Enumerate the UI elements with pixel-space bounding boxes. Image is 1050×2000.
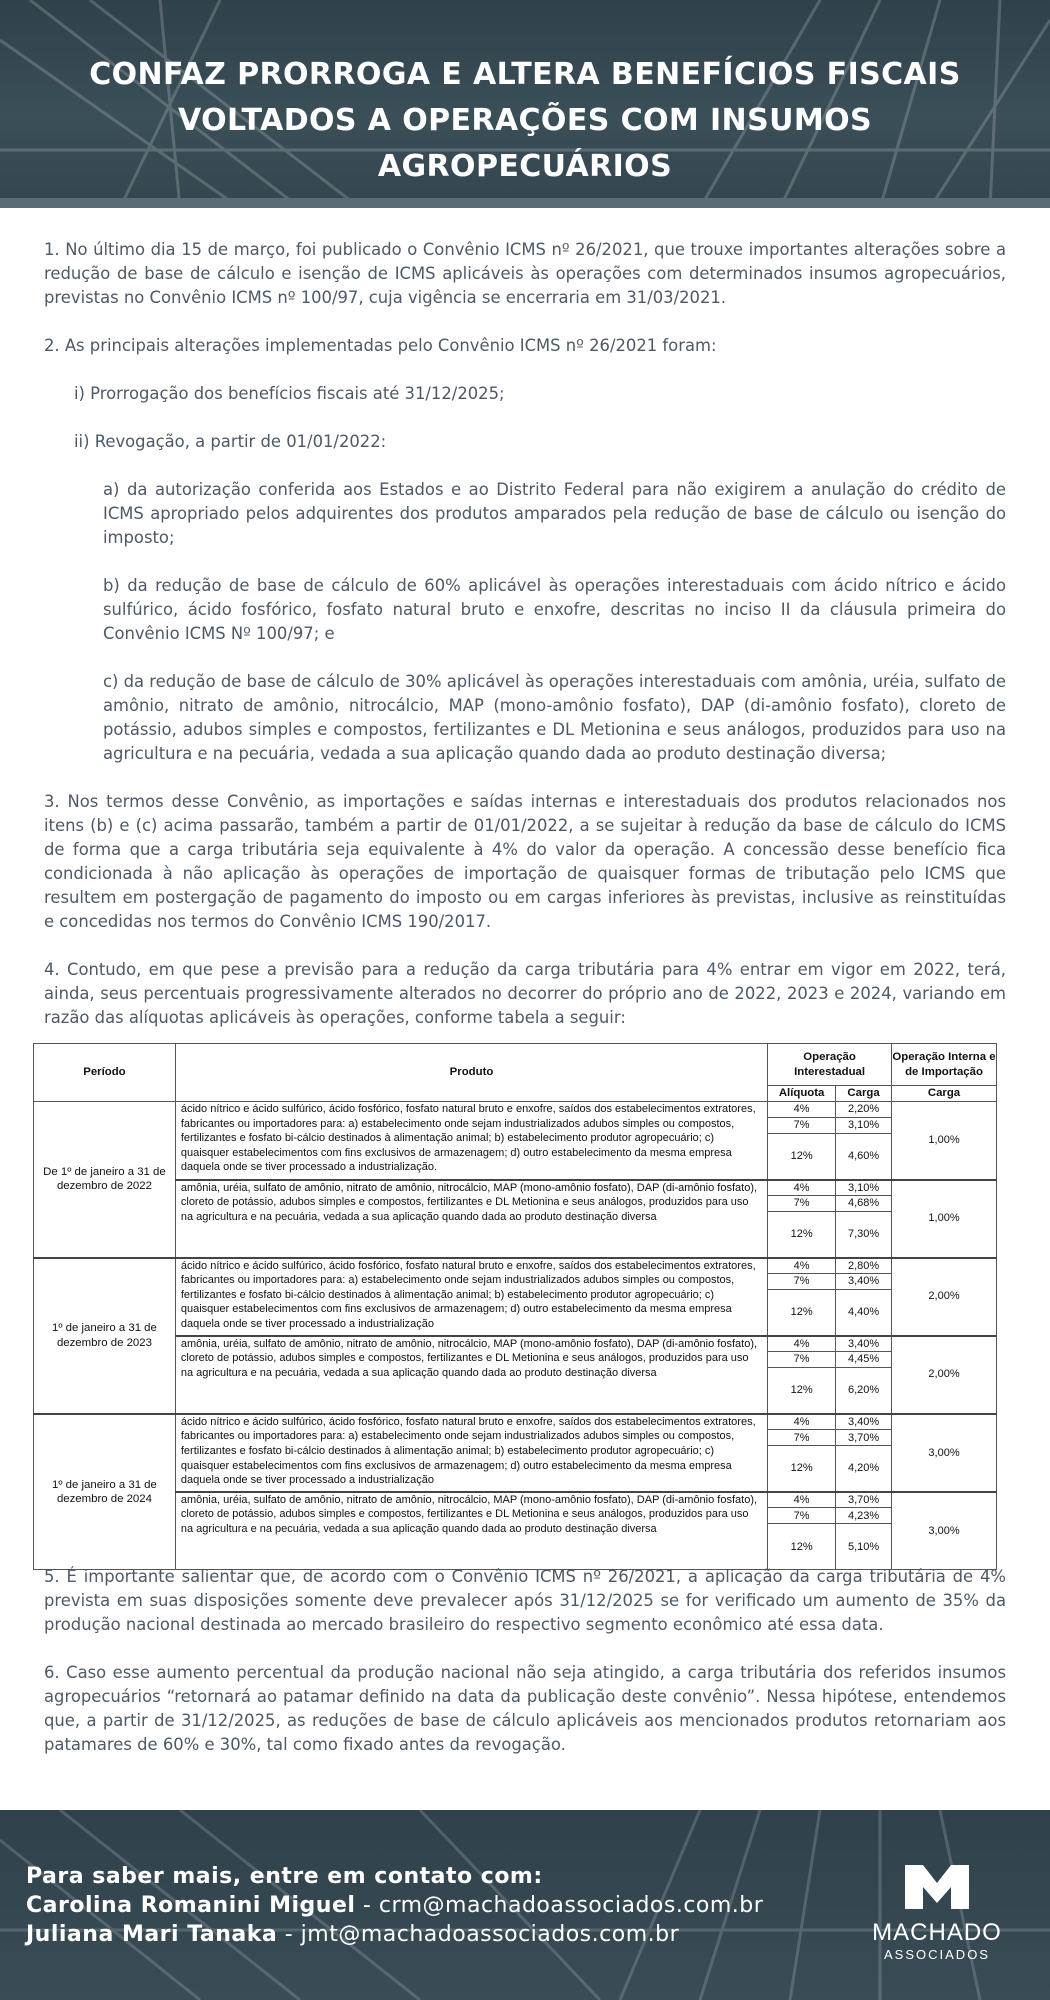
header-produto: Produto — [175, 1044, 767, 1102]
table-row — [34, 1258, 997, 1274]
aliquota-cell: 12% — [768, 1524, 836, 1570]
carga-interna-cell: 1,00% — [892, 1102, 997, 1180]
periodo-cell: 1º de janeiro a 31 de dezembro de 2024 — [34, 1414, 176, 1570]
produto-cell: amônia, uréia, sulfato de amônio, nitrato de amônio, nitrocálcio, MAP (mono-amônio fosfato), DAP (di-amônio fosfato), cloreto de potássio, adubos simples e compostos, fertilizantes e DL Metionina e seus análogos, produzidos para uso na agricultura e na pecuária, vedada a sua aplicação quando dada ao produto destinação diversa — [175, 1336, 767, 1414]
aliquota-cell: 4% — [768, 1102, 836, 1118]
header-carga: Carga — [836, 1086, 892, 1102]
periodo-cell: 1º de janeiro a 31 de dezembro de 2023 — [34, 1258, 176, 1414]
aliquota-cell: 12% — [768, 1446, 836, 1492]
article-body-bottom — [44, 1565, 1006, 1781]
carga-cell: 3,40% — [836, 1274, 892, 1290]
contact-2-name: Juliana Mari Tanaka — [26, 1922, 278, 1947]
carga-cell: 3,40% — [836, 1414, 892, 1430]
machado-logo-icon — [905, 1865, 969, 1909]
carga-cell: 4,60% — [836, 1134, 892, 1180]
tax-table-wrapper — [33, 1043, 997, 1570]
contact-1-name: Carolina Romanini Miguel — [26, 1893, 356, 1918]
produto-cell: amônia, uréia, sulfato de amônio, nitrato de amônio, nitrocálcio, MAP (mono-amônio fosfato), DAP (di-amônio fosfato), cloreto de potássio, adubos simples e compostos, fertilizantes e DL Metionina e seus análogos, produzidos para uso na agricultura e na pecuária, vedada a sua aplicação quando dada ao produto destinação diversa — [175, 1180, 767, 1258]
carga-cell: 3,10% — [836, 1180, 892, 1196]
aliquota-cell: 7% — [768, 1352, 836, 1368]
header-banner — [0, 0, 1050, 208]
table-row — [34, 1492, 997, 1508]
paragraph-2-ii: ii) Revogação, a partir de 01/01/2022: — [74, 432, 387, 451]
paragraph-2-c: c) da redução de base de cálculo de 30% aplicável às operações interestaduais com amônia, uréia, sulfato de amônio, nitrato de amônio, nitrocálcio, MAP (mono-amônio fosfato), DAP (di-amônio fosfato), cloreto de potássio, adubos simples e compostos, fertilizantes e DL Metionina e seus análogos, produzidos para uso na agricultura e na pecuária, vedada a sua aplicação quando dada ao produto destinação diversa; — [103, 672, 1006, 763]
contact-2-email[interactable]: jmt@machadoassociados.com.br — [300, 1922, 680, 1947]
aliquota-cell: 12% — [768, 1290, 836, 1336]
carga-cell: 3,10% — [836, 1118, 892, 1134]
header-operacao-interna: Operação Interna e de Importação — [892, 1044, 997, 1086]
header-operacao-interestadual: Operação Interestadual — [768, 1044, 892, 1086]
periodo-cell: De 1º de janeiro a 31 de dezembro de 2022 — [34, 1102, 176, 1258]
carga-cell: 7,30% — [836, 1212, 892, 1258]
paragraph-1: 1. No último dia 15 de março, foi publicado o Convênio ICMS nº 26/2021, que trouxe importantes alterações sobre a redução de base de cálculo e isenção de ICMS aplicáveis às operações com determinados insumos agropecuários, previstas no Convênio ICMS nº 100/97, cuja vigência se encerraria em 31/03/2021. — [44, 240, 1006, 307]
header-stripe — [0, 198, 1050, 208]
aliquota-cell: 7% — [768, 1196, 836, 1212]
carga-cell: 3,40% — [836, 1336, 892, 1352]
header-periodo: Período — [34, 1044, 176, 1102]
carga-cell: 2,80% — [836, 1258, 892, 1274]
carga-interna-cell: 3,00% — [892, 1492, 997, 1570]
table-row — [34, 1414, 997, 1430]
title-line-2: VOLTADOS A OPERAÇÕES COM INSUMOS AGROPECUÁRIOS — [178, 103, 872, 184]
paragraph-2-b: b) da redução de base de cálculo de 60% aplicável às operações interestaduais com ácido nítrico e ácido sulfúrico, ácido fosfórico, fosfato natural bruto e enxofre, descritas no inciso II da cláusula primeira do Convênio ICMS Nº 100/97; e — [103, 576, 1006, 643]
company-logo — [862, 1865, 1012, 1962]
contact-block — [26, 1862, 763, 1949]
aliquota-cell: 4% — [768, 1180, 836, 1196]
aliquota-cell: 7% — [768, 1274, 836, 1290]
carga-cell: 3,70% — [836, 1430, 892, 1446]
table-row — [34, 1102, 997, 1118]
contact-separator: - — [277, 1922, 301, 1947]
aliquota-cell: 4% — [768, 1258, 836, 1274]
carga-cell: 4,68% — [836, 1196, 892, 1212]
paragraph-3: 3. Nos termos desse Convênio, as importações e saídas internas e interestaduais dos produtos relacionados nos itens (b) e (c) acima passarão, também a partir de 01/01/2022, a se sujeitar à redução da base de cálculo do ICMS de forma que a carga tributária seja equivalente à 4% do valor da operação. A concessão desse benefício fica condicionada à não aplicação às operações de importação de quaisquer formas de tributação pelo ICMS que resultem em postergação de pagamento do imposto ou em cargas inferiores às previstas, inclusive as reinstituídas e concedidas nos termos do Convênio ICMS 190/2017. — [44, 792, 1006, 931]
carga-cell: 4,40% — [836, 1290, 892, 1336]
carga-interna-cell: 2,00% — [892, 1336, 997, 1414]
aliquota-cell: 4% — [768, 1414, 836, 1430]
carga-cell: 4,20% — [836, 1446, 892, 1492]
carga-interna-cell: 3,00% — [892, 1414, 997, 1492]
page-title — [40, 52, 1010, 190]
article-body-top — [44, 238, 1006, 1054]
contact-1-email[interactable]: crm@machadoassociados.com.br — [378, 1893, 764, 1918]
header-aliquota: Alíquota — [768, 1086, 836, 1102]
carga-cell: 2,20% — [836, 1102, 892, 1118]
aliquota-cell: 4% — [768, 1336, 836, 1352]
produto-cell: ácido nítrico e ácido sulfúrico, ácido fosfórico, fosfato natural bruto e enxofre, saídos dos estabelecimentos extratores, fabricantes ou importadores para: a) estabelecimento onde sejam industrializados adubos simples ou compostos, fertilizantes e fosfato bi-cálcio destinados à alimentação animal; b) estabelecimento produtor agropecuário; c) quaisquer estabelecimentos com fins exclusivos de armazenagem; d) outro estabelecimento da mesma empresa daquela onde se tiver processado a industrialização — [175, 1414, 767, 1492]
tax-rate-table — [33, 1043, 997, 1570]
header-carga-interna: Carga — [892, 1086, 997, 1102]
table-row — [34, 1336, 997, 1352]
title-line-1: CONFAZ PRORROGA E ALTERA BENEFÍCIOS FISCAIS — [89, 57, 961, 92]
aliquota-cell: 12% — [768, 1134, 836, 1180]
produto-cell: ácido nítrico e ácido sulfúrico, ácido fosfórico, fosfato natural bruto e enxofre, saídos dos estabelecimentos extratores, fabricantes ou importadores para: a) estabelecimento onde sejam industrializados adubos simples ou compostos, fertilizantes e fosfato bi-cálcio destinados à alimentação animal; b) estabelecimento produtor agropecuário; c) quaisquer estabelecimentos com fins exclusivos de armazenagem; d) outro estabelecimento da mesma empresa daquela onde se tiver processado a industrialização — [175, 1258, 767, 1336]
footer-banner — [0, 1810, 1050, 2000]
carga-cell: 3,70% — [836, 1492, 892, 1508]
paragraph-2-i: i) Prorrogação dos benefícios fiscais até 31/12/2025; — [74, 384, 505, 403]
logo-subtitle: ASSOCIADOS — [884, 1947, 990, 1962]
paragraph-4: 4. Contudo, em que pese a previsão para a redução da carga tributária para 4% entrar em vigor em 2022, terá, ainda, seus percentuais progressivamente alterados no decorrer do próprio ano de 2022, 2023 e 2024, variando em razão das alíquotas aplicáveis às operações, conforme tabela a seguir: — [44, 960, 1006, 1027]
paragraph-6: 6. Caso esse aumento percentual da produção nacional não seja atingido, a carga tributária dos referidos insumos agropecuários “retornará ao patamar definido na data da publicação deste convênio”. Nessa hipótese, entendemos que, a partir de 31/12/2025, as reduções de base de cálculo aplicáveis aos mencionados produtos retornariam aos patamares de 60% e 30%, tal como fixado antes da revogação. — [44, 1663, 1006, 1754]
aliquota-cell: 4% — [768, 1492, 836, 1508]
aliquota-cell: 7% — [768, 1118, 836, 1134]
produto-cell: amônia, uréia, sulfato de amônio, nitrato de amônio, nitrocálcio, MAP (mono-amônio fosfato), DAP (di-amônio fosfato), cloreto de potássio, adubos simples e compostos, fertilizantes e DL Metionina e seus análogos, produzidos para uso na agricultura e na pecuária, vedada a sua aplicação quando dada ao produto destinação diversa — [175, 1492, 767, 1570]
carga-interna-cell: 1,00% — [892, 1180, 997, 1258]
aliquota-cell: 12% — [768, 1212, 836, 1258]
contact-intro: Para saber mais, entre em contato com: — [26, 1864, 543, 1889]
table-body — [34, 1102, 997, 1570]
carga-cell: 4,45% — [836, 1352, 892, 1368]
aliquota-cell: 12% — [768, 1368, 836, 1414]
carga-interna-cell: 2,00% — [892, 1258, 997, 1336]
carga-cell: 6,20% — [836, 1368, 892, 1414]
paragraph-2-a: a) da autorização conferida aos Estados e ao Distrito Federal para não exigirem a anulação do crédito de ICMS apropriado pelos adquirentes dos produtos amparados pela redução de base de cálculo ou isenção do imposto; — [103, 480, 1006, 547]
paragraph-5: 5. É importante salientar que, de acordo com o Convênio ICMS nº 26/2021, a aplicação da carga tributária de 4% prevista em suas disposições somente deve prevalecer após 31/12/2025 se for verificado um aumento de 35% da produção nacional destinada ao mercado brasileiro do respectivo segmento econômico até essa data. — [44, 1567, 1006, 1634]
paragraph-2: 2. As principais alterações implementadas pelo Convênio ICMS nº 26/2021 foram: — [44, 336, 717, 355]
aliquota-cell: 7% — [768, 1508, 836, 1524]
table-row — [34, 1180, 997, 1196]
aliquota-cell: 7% — [768, 1430, 836, 1446]
logo-name: MACHADO — [872, 1919, 1002, 1946]
contact-separator: - — [355, 1893, 379, 1918]
carga-cell: 5,10% — [836, 1524, 892, 1570]
produto-cell: ácido nítrico e ácido sulfúrico, ácido fosfórico, fosfato natural bruto e enxofre, saídos dos estabelecimentos extratores, fabricantes ou importadores para: a) estabelecimento onde sejam industrializados adubos simples ou compostos, fertilizantes e fosfato bi-cálcio destinados à alimentação animal; b) estabelecimento produtor agropecuário; c) quaisquer estabelecimentos com fins exclusivos de armazenagem; d) outro estabelecimento da mesma empresa daquela onde se tiver processado a industrialização. — [175, 1102, 767, 1180]
carga-cell: 4,23% — [836, 1508, 892, 1524]
